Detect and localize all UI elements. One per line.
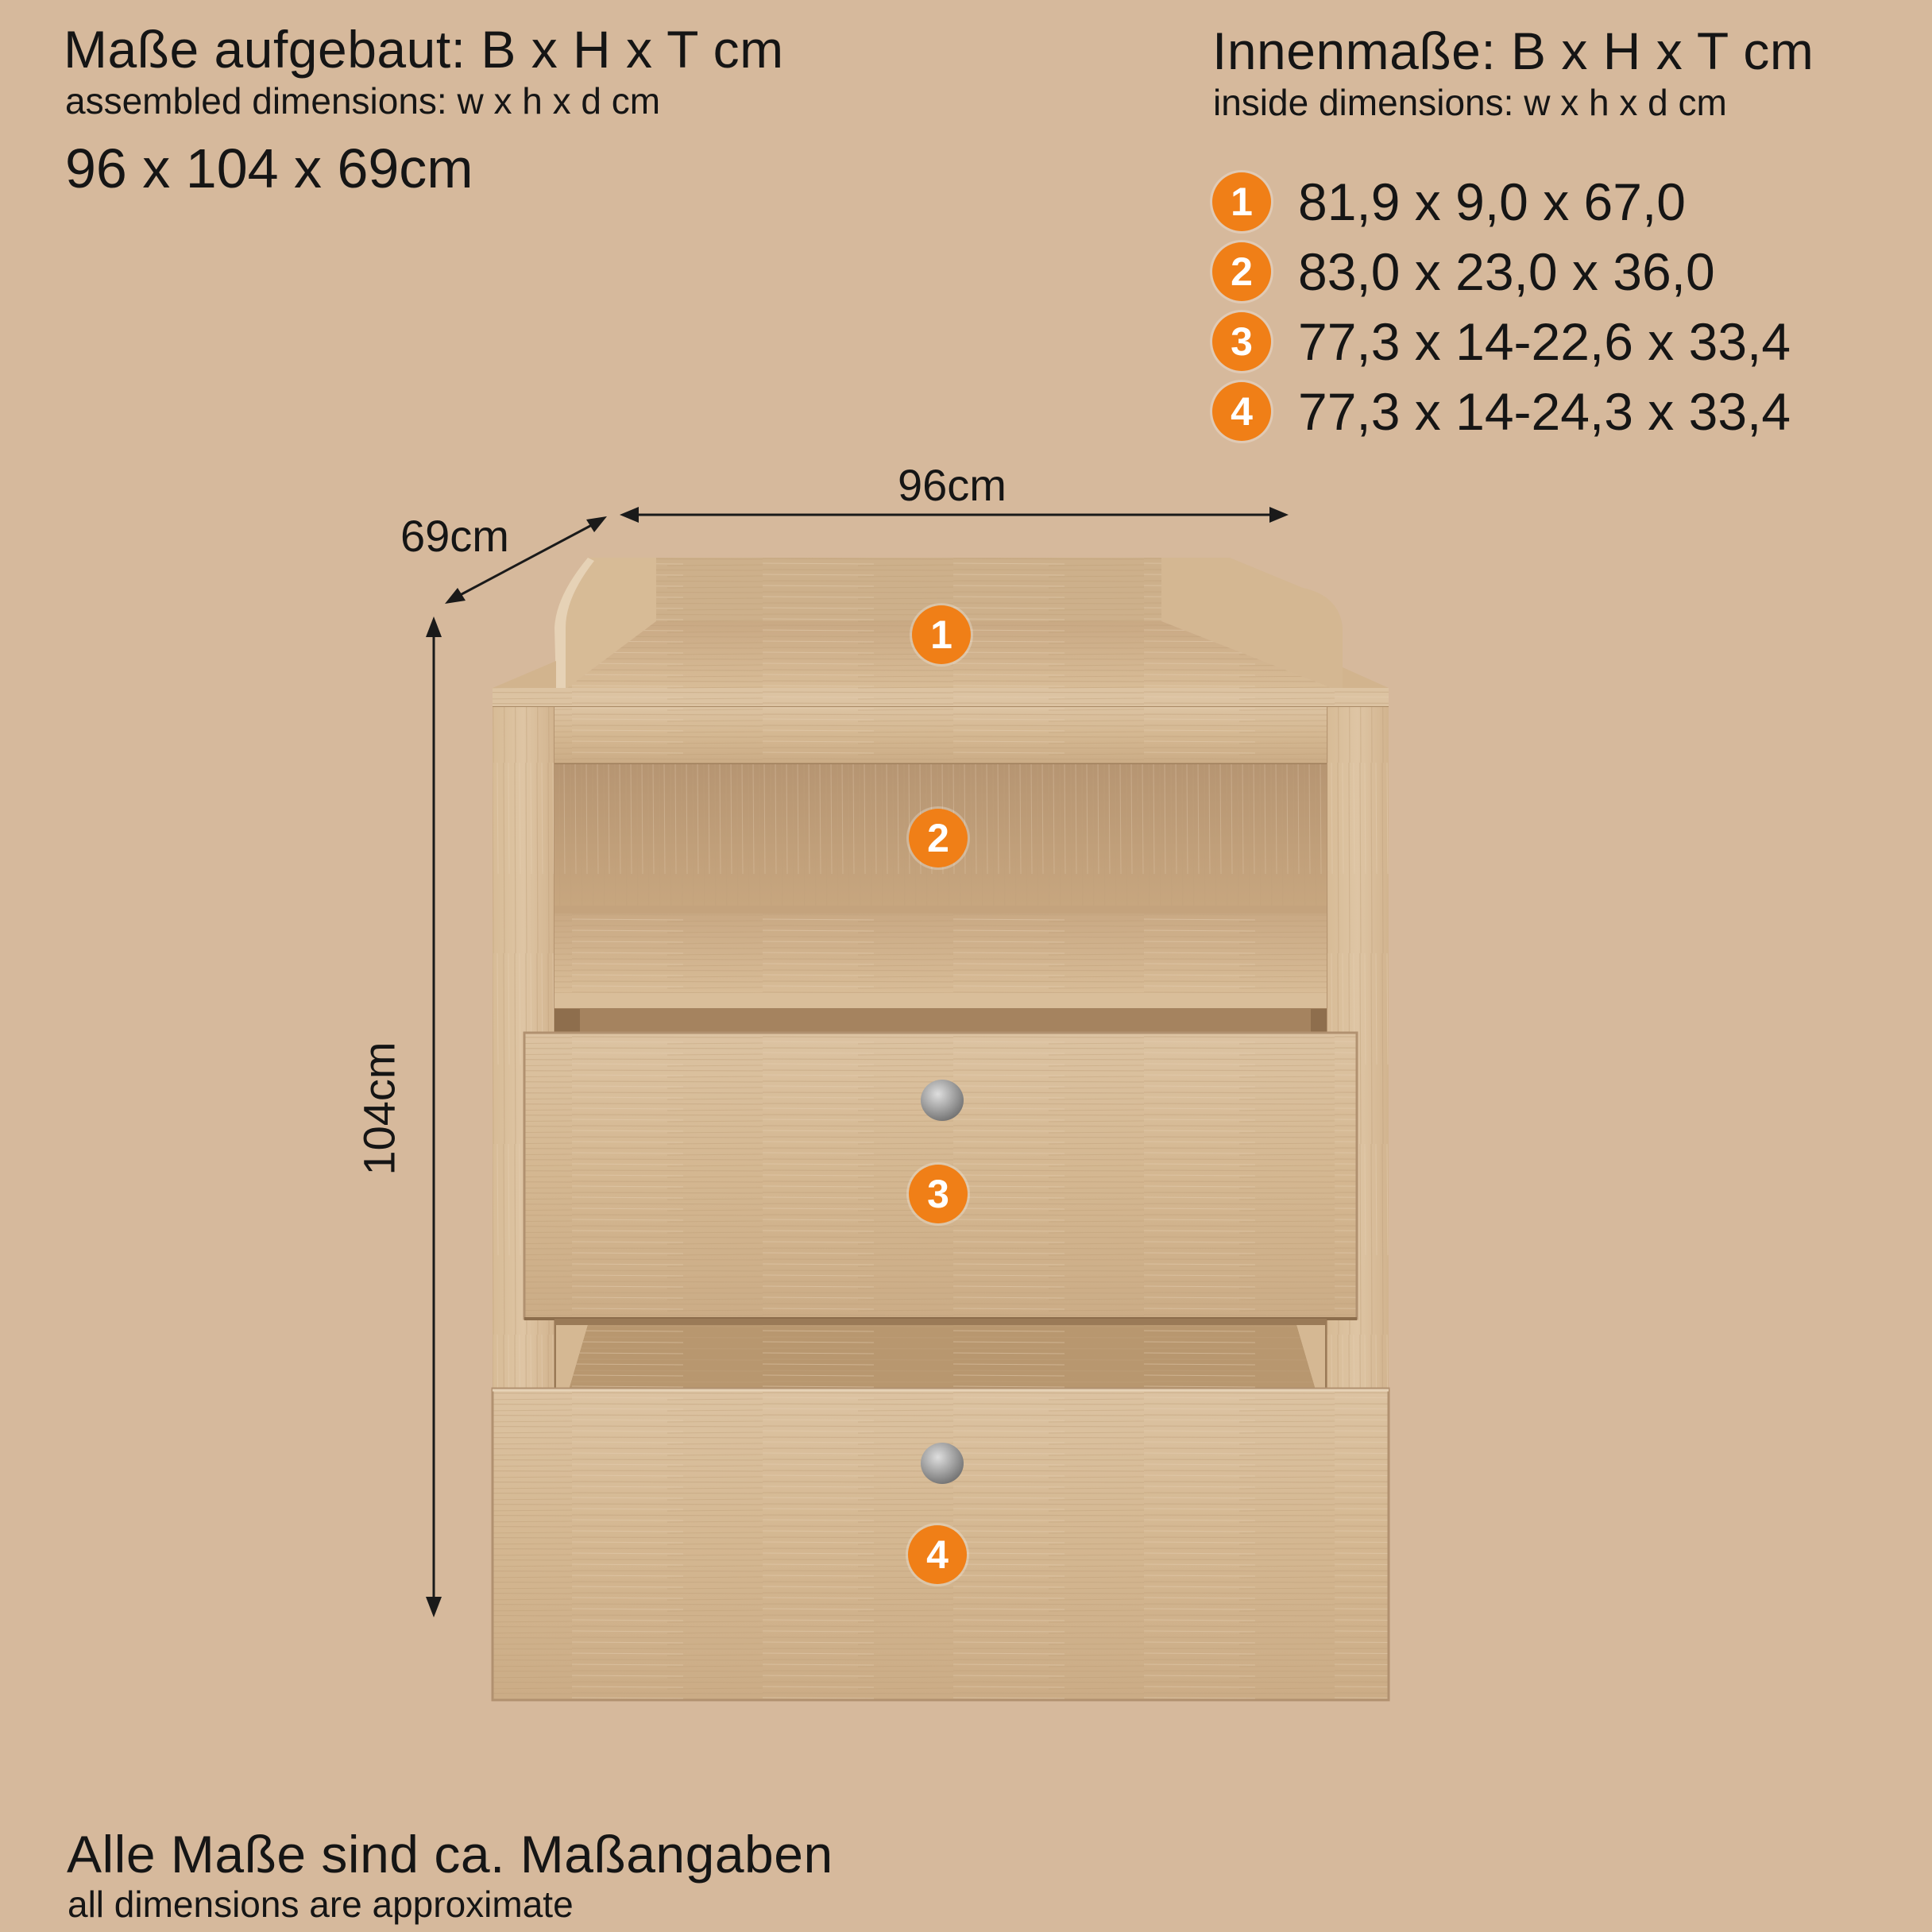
depth-label: 69cm — [400, 511, 509, 561]
drawer-3-knob-icon — [921, 1080, 964, 1121]
assembled-title: Maße aufgebaut: B x H x T cm — [64, 20, 784, 79]
diagram-badge-4-icon: 4 — [908, 1525, 967, 1584]
badge-3-icon: 3 — [1212, 312, 1271, 371]
footer-title: Alle Maße sind ca. Maßangaben — [67, 1825, 833, 1884]
badge-4-icon: 4 — [1212, 382, 1271, 441]
footer-subtitle: all dimensions are approximate — [68, 1884, 574, 1925]
diagram-badge-2-icon: 2 — [909, 809, 968, 867]
diagram-badge-1-icon: 1 — [912, 605, 971, 664]
diagram-badge-3-icon: 3 — [909, 1165, 968, 1223]
badge-2-icon: 2 — [1212, 242, 1271, 301]
spec-value: 81,9 x 9,0 x 67,0 — [1298, 172, 1687, 231]
assembled-subtitle: assembled dimensions: w x h x d cm — [65, 80, 661, 122]
drawer-4-knob-icon — [921, 1443, 964, 1484]
width-label: 96cm — [898, 460, 1007, 510]
spec-value: 77,3 x 14-24,3 x 33,4 — [1298, 382, 1791, 441]
inside-subtitle: inside dimensions: w x h x d cm — [1213, 82, 1727, 123]
height-label: 104cm — [354, 1041, 404, 1176]
assembled-dimensions: 96 x 104 x 69cm — [65, 137, 473, 199]
inside-title: Innenmaße: B x H x T cm — [1212, 21, 1814, 80]
spec-value: 77,3 x 14-22,6 x 33,4 — [1298, 312, 1791, 371]
badge-1-icon: 1 — [1212, 172, 1271, 231]
spec-value: 83,0 x 23,0 x 36,0 — [1298, 242, 1715, 301]
